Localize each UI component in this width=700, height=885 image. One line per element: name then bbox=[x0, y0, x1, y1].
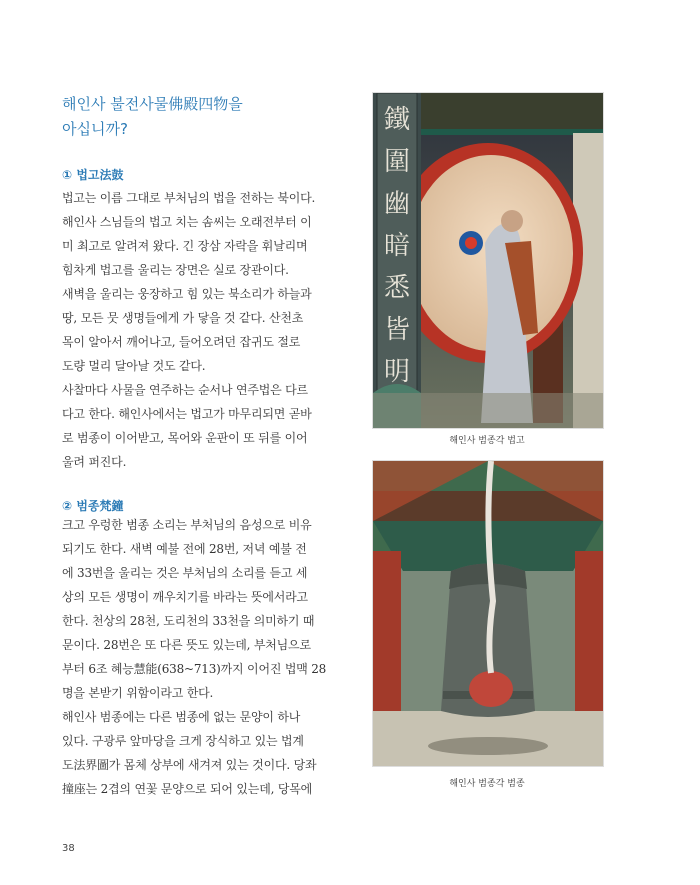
body-line: 도량 멀리 달아날 것도 같다. bbox=[62, 359, 206, 373]
body-line: 법고는 이름 그대로 부처님의 법을 전하는 북이다. bbox=[62, 191, 316, 205]
body-line: 다고 한다. 해인사에서는 법고가 마무리되면 곧바 bbox=[62, 407, 312, 421]
body-line: 있다. 구광루 앞마당을 크게 장식하고 있는 법계 bbox=[62, 734, 304, 748]
body-line: 한다. 천상의 28천, 도리천의 33천을 의미하기 때 bbox=[62, 614, 315, 628]
title-line-1: 해인사 불전사물佛殿四物을 bbox=[62, 95, 243, 113]
body-line: 새벽을 울리는 웅장하고 힘 있는 북소리가 하늘과 bbox=[62, 287, 312, 301]
body-line: 로 범종이 이어받고, 목어와 운판이 또 뒤를 이어 bbox=[62, 431, 308, 445]
body-line: 도法界圖가 몸체 상부에 새겨져 있는 것이다. 당좌 bbox=[62, 758, 317, 772]
body-line: 명을 본받기 위함이라고 한다. bbox=[62, 686, 214, 700]
body-line: 힘차게 법고를 울리는 장면은 실로 장관이다. bbox=[62, 263, 289, 277]
body-line: 사찰마다 사물을 연주하는 순서나 연주법은 다르 bbox=[62, 383, 308, 397]
body-line: 해인사 범종에는 다른 범종에 없는 문양이 하나 bbox=[62, 710, 301, 724]
bell-photo bbox=[372, 460, 604, 767]
body-line: 되기도 한다. 새벽 예불 전에 28번, 저녁 예불 전 bbox=[62, 542, 307, 556]
body-line: 해인사 스님들의 법고 치는 솜씨는 오래전부터 이 bbox=[62, 215, 312, 229]
body-line: 목이 알아서 깨어나고, 들어오려던 잡귀도 절로 bbox=[62, 335, 301, 349]
bell-photo-caption: 해인사 범종각 범종 bbox=[449, 779, 525, 789]
bell-photo-illustration bbox=[373, 461, 603, 766]
body-line: 부터 6조 혜능慧能(638~713)까지 이어진 법맥 28 bbox=[62, 662, 327, 676]
section-body-beopgo bbox=[62, 186, 332, 474]
page-title bbox=[62, 92, 362, 142]
section-heading-beopgo: ① 법고法鼓 bbox=[62, 168, 124, 182]
body-line: 상의 모든 생명이 깨우치기를 바라는 뜻에서라고 bbox=[62, 590, 308, 604]
section-heading-beomjong: ② 범종梵鐘 bbox=[62, 499, 124, 513]
body-line: 문이다. 28번은 또 다른 뜻도 있는데, 부처님으로 bbox=[62, 638, 311, 652]
section-body-beomjong bbox=[62, 513, 332, 801]
body-line: 울려 퍼진다. bbox=[62, 455, 127, 469]
body-line: 撞座는 2겹의 연꽃 문양으로 되어 있는데, 당목에 bbox=[62, 782, 313, 796]
drum-photo-caption: 해인사 범종각 법고 bbox=[449, 436, 525, 446]
pillar-calligraphy: 鐵圍幽暗悉皆明 bbox=[383, 105, 410, 387]
body-line: 크고 우렁한 범종 소리는 부처님의 음성으로 비유 bbox=[62, 518, 312, 532]
title-line-2: 아십니까? bbox=[62, 120, 128, 138]
body-line: 미 최고로 알려져 왔다. 긴 장삼 자락을 휘날리며 bbox=[62, 239, 308, 253]
body-line: 땅, 모든 뭇 생명들에게 가 닿을 것 같다. 산천초 bbox=[62, 311, 304, 325]
page-number: 38 bbox=[62, 843, 75, 854]
body-line: 에 33번을 울리는 것은 부처님의 소리를 듣고 세 bbox=[62, 566, 308, 580]
drum-photo bbox=[372, 92, 604, 429]
